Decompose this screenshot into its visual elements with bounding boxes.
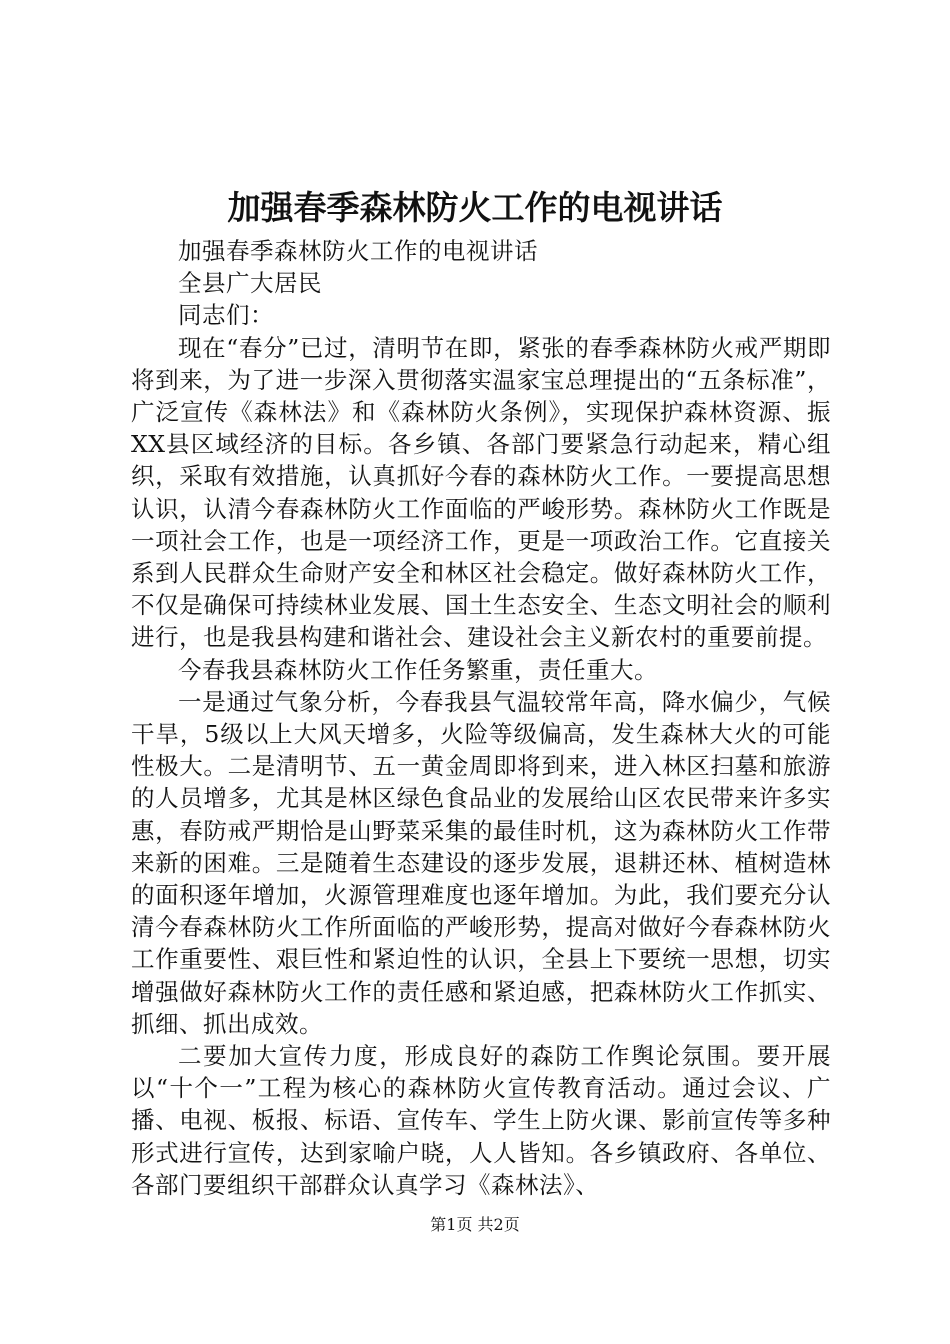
addressee-paragraph: 全县广大居民 [178,269,322,298]
greeting-paragraph: 同志们： [178,301,274,330]
document-body [131,235,831,1201]
subtitle-paragraph: 加强春季森林防火工作的电视讲话 [178,237,538,265]
body-paragraph: 二要加大宣传力度，形成良好的森防工作舆论氛围。要开展以“十个一”工程为核心的森林防火宣传教育活动。通过会议、广播、电视、板报、标语、宣传车、学生上防火课、影前宣传等多种形式进行宣传，达到家喻户晓，人人皆知。各乡镇政府、各单位、各部门要组织干部群众认真学习《森林法》、 [131,1042,831,1199]
page-number-footer: 第1页 共2页 [430,1215,520,1234]
body-paragraph: 今春我县森林防火工作任务繁重，责任重大。 [178,655,658,684]
document-title: 加强春季森林防火工作的电视讲话 [227,188,723,227]
body-paragraph: 一是通过气象分析，今春我县气温较常年高，降水偏少，气候干旱，5级以上大风天增多，火险等级偏高，发生森林大火的可能性极大。二是清明节、五一黄金周即将到来，进入林区扫墓和旅游的人员增多，尤其是林区绿色食品业的发展给山区农民带来许多实惠，春防戒严期恰是山野菜采集的最佳时机，这为森林防火工作带来新的困难。三是随着生态建设的逐步发展，退耕还林、植树造林的面积逐年增加，火源管理难度也逐年增加。为此，我们要充分认清今春森林防火工作所面临的严峻形势，提高对做好今春森林防火工作重要性、艰巨性和紧迫性的认识，全县上下要统一思想，切实增强做好森林防火工作的责任感和紧迫感，把森林防火工作抓实、抓细、抓出成效。 [131,687,831,1038]
body-paragraph: 现在“春分”已过，清明节在即，紧张的春季森林防火戒严期即将到来，为了进一步深入贯彻落实温家宝总理提出的“五条标准”，广泛宣传《森林法》和《森林防火条例》，实现保护森林资源、振XX县区域经济的目标。各乡镇、各部门要紧急行动起来，精心组织，采取有效措施，认真抓好今春的森林防火工作。一要提高思想认识，认清今春森林防火工作面临的严峻形势。森林防火工作既是一项社会工作，也是一项经济工作，更是一项政治工作。它直接关系到人民群众生命财产安全和林区社会稳定。做好森林防火工作，不仅是确保可持续林业发展、国土生态安全、生态文明社会的顺利进行，也是我县构建和谐社会、建设社会主义新农村的重要前提。 [131,333,831,652]
